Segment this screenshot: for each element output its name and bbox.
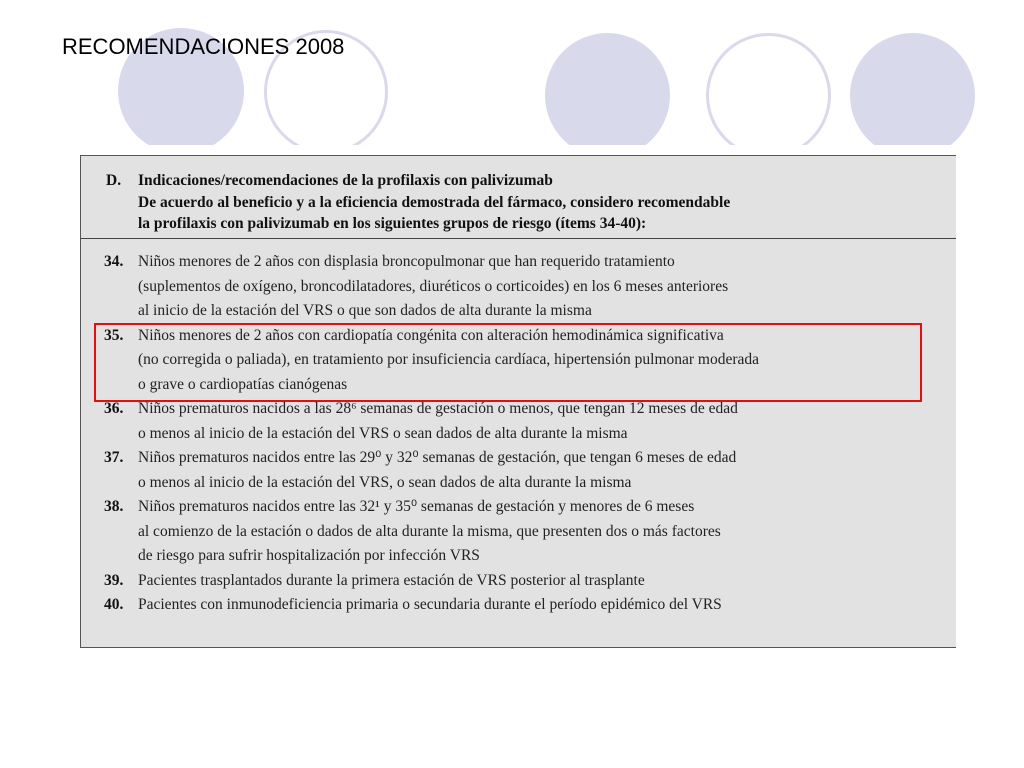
item-text bbox=[138, 593, 956, 618]
list-item bbox=[81, 446, 956, 495]
section-line: Indicaciones/recomendaciones de la profilaxis con palivizumab bbox=[138, 172, 553, 189]
section-header bbox=[81, 156, 956, 239]
list-item bbox=[81, 250, 956, 324]
item-line: Niños prematuros nacidos entre las 29⁰ y 32⁰ semanas de gestación, que tengan 6 meses de edad bbox=[138, 449, 737, 466]
list-item bbox=[81, 593, 956, 618]
item-line: Pacientes trasplantados durante la primera estación de VRS posterior al trasplante bbox=[138, 571, 645, 589]
section-letter: D. bbox=[106, 172, 122, 189]
item-number: 37. bbox=[104, 449, 124, 466]
decorative-circle-3 bbox=[545, 33, 670, 158]
section-line: De acuerdo al beneficio y a la eficiencia demostrada del fármaco, considero recomendable bbox=[138, 193, 731, 211]
item-number: 35. bbox=[104, 326, 124, 344]
item-line: (no corregida o paliada), en tratamiento por insuficiencia cardíaca, hipertensión pulmonar moderada bbox=[138, 351, 760, 368]
item-line: o menos al inicio de la estación del VRS, o sean dados de alta durante la misma bbox=[138, 473, 632, 491]
item-text bbox=[138, 250, 956, 324]
item-line: (suplementos de oxígeno, broncodilatadores, diuréticos o corticoides) en los 6 meses anteriores bbox=[138, 277, 729, 295]
decorative-circle-4 bbox=[706, 33, 831, 158]
item-text bbox=[138, 569, 956, 594]
decorative-circle-5 bbox=[850, 33, 975, 158]
item-line: Niños menores de 2 años con cardiopatía congénita con alteración hemodinámica significativa bbox=[138, 326, 724, 344]
list-item bbox=[81, 495, 956, 569]
section-line: la profilaxis con palivizumab en los siguientes grupos de riesgo (ítems 34-40): bbox=[138, 215, 647, 232]
item-number: 39. bbox=[104, 571, 124, 589]
section-heading bbox=[138, 170, 938, 235]
item-line: Pacientes con inmunodeficiencia primaria o secundaria durante el período epidémico del VRS bbox=[138, 596, 722, 613]
list-item bbox=[81, 569, 956, 594]
item-line: al inicio de la estación del VRS o que son dados de alta durante la misma bbox=[138, 302, 592, 319]
list-item bbox=[81, 397, 956, 446]
item-number: 38. bbox=[104, 498, 124, 515]
item-text bbox=[138, 446, 956, 495]
slide-title: RECOMENDACIONES 2008 bbox=[62, 34, 345, 59]
item-number: 40. bbox=[104, 596, 124, 613]
highlight-box bbox=[94, 323, 922, 402]
item-line: al comienzo de la estación o dados de alta durante la misma, que presenten dos o más factores bbox=[138, 522, 721, 540]
item-line: de riesgo para sufrir hospitalización por infección VRS bbox=[138, 547, 480, 564]
recommendation-list bbox=[81, 250, 956, 618]
item-line: Niños prematuros nacidos a las 28⁶ semanas de gestación o menos, que tengan 12 meses de edad bbox=[138, 400, 738, 417]
item-line: o grave o cardiopatías cianógenas bbox=[138, 375, 348, 393]
item-line: Niños prematuros nacidos entre las 32¹ y 35⁰ semanas de gestación y menores de 6 meses bbox=[138, 498, 695, 515]
item-text bbox=[138, 397, 956, 446]
item-number: 36. bbox=[104, 400, 124, 417]
item-number: 34. bbox=[104, 253, 124, 270]
item-line: o menos al inicio de la estación del VRS o sean dados de alta durante la misma bbox=[138, 424, 628, 442]
item-text bbox=[138, 495, 956, 569]
item-line: Niños menores de 2 años con displasia broncopulmonar que han requerido tratamiento bbox=[138, 253, 675, 270]
